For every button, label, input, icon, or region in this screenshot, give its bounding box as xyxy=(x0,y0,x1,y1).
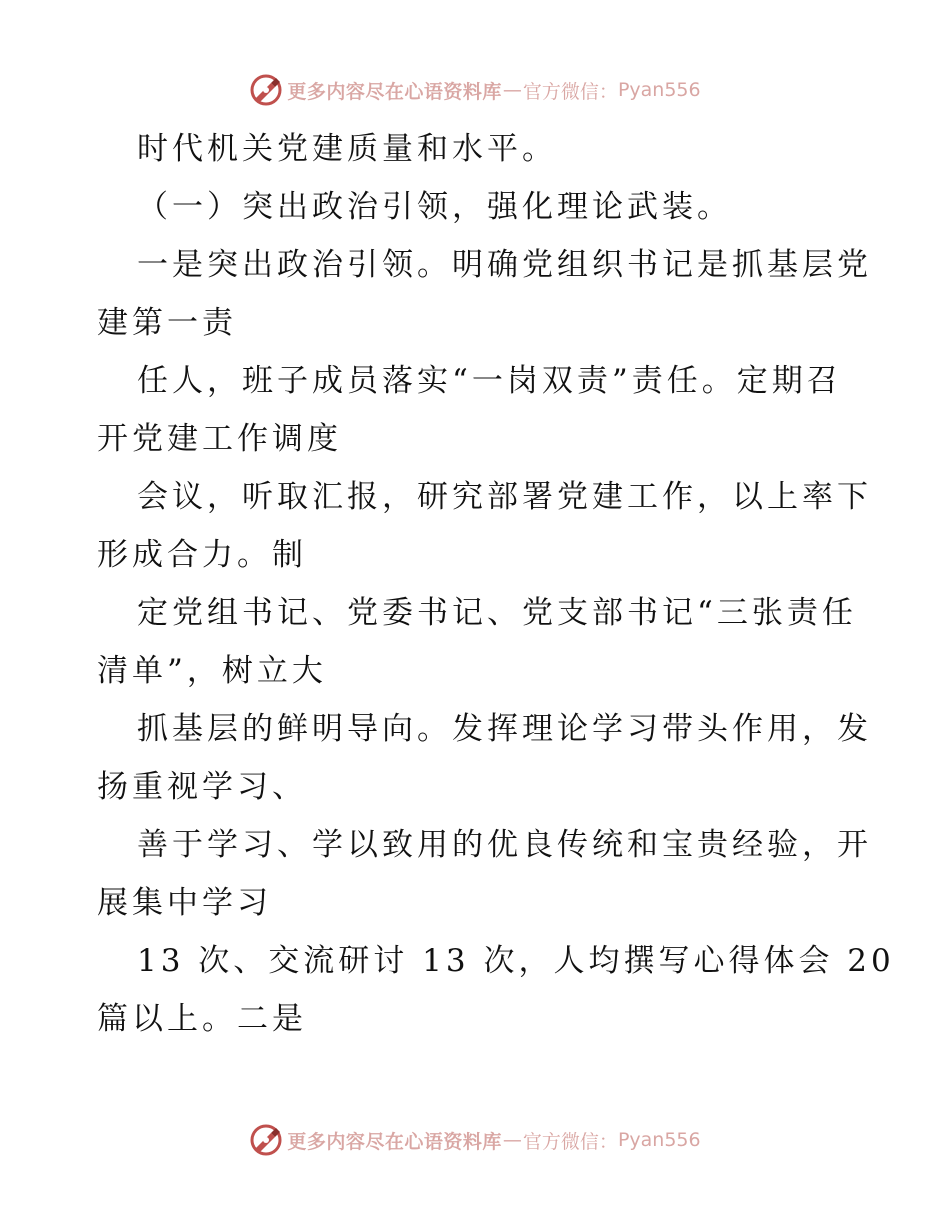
document-body xyxy=(97,120,895,1048)
watermark-dash: — xyxy=(502,1129,522,1151)
text-line: 开党建工作调度 xyxy=(97,421,342,457)
pen-logo-icon xyxy=(249,1123,283,1157)
text-line: 时代机关党建质量和水平。 xyxy=(137,131,557,167)
watermark-wechat-id: Pyan556 xyxy=(617,79,701,101)
watermark-brand: 更多内容尽在心语资料库 xyxy=(287,1130,502,1153)
text-line: 展集中学习 xyxy=(97,885,272,921)
text-line: 任人，班子成员落实“一岗双责”责任。定期召 xyxy=(137,363,842,399)
text-line: 篇以上。二是 xyxy=(97,1001,307,1037)
pen-logo-icon xyxy=(249,73,283,107)
footer-watermark xyxy=(0,1120,950,1160)
header-watermark xyxy=(0,70,950,110)
watermark-wechat-id: Pyan556 xyxy=(617,1129,701,1151)
watermark-official-label: 官方微信： xyxy=(522,80,618,103)
text-line: 建第一责 xyxy=(97,305,237,341)
text-line: 13 次、交流研讨 13 次，人均撰写心得体会 20 xyxy=(137,943,895,979)
watermark-brand: 更多内容尽在心语资料库 xyxy=(287,80,502,103)
text-line: 会议，听取汇报，研究部署党建工作，以上率下 xyxy=(137,479,872,515)
text-line: 抓基层的鲜明导向。发挥理论学习带头作用，发 xyxy=(137,711,872,747)
watermark-official-label: 官方微信： xyxy=(522,1130,618,1153)
text-line: 扬重视学习、 xyxy=(97,769,307,805)
text-line: 形成合力。制 xyxy=(97,537,307,573)
watermark-dash: — xyxy=(502,79,522,101)
text-line: 善于学习、学以致用的优良传统和宝贵经验，开 xyxy=(137,827,872,863)
text-line: 一是突出政治引领。明确党组织书记是抓基层党 xyxy=(137,247,872,283)
text-line: 定党组书记、党委书记、党支部书记“三张责任 xyxy=(137,595,857,631)
text-line: 清单”，树立大 xyxy=(97,653,327,689)
section-heading: （一）突出政治引领，强化理论武装。 xyxy=(137,189,732,225)
